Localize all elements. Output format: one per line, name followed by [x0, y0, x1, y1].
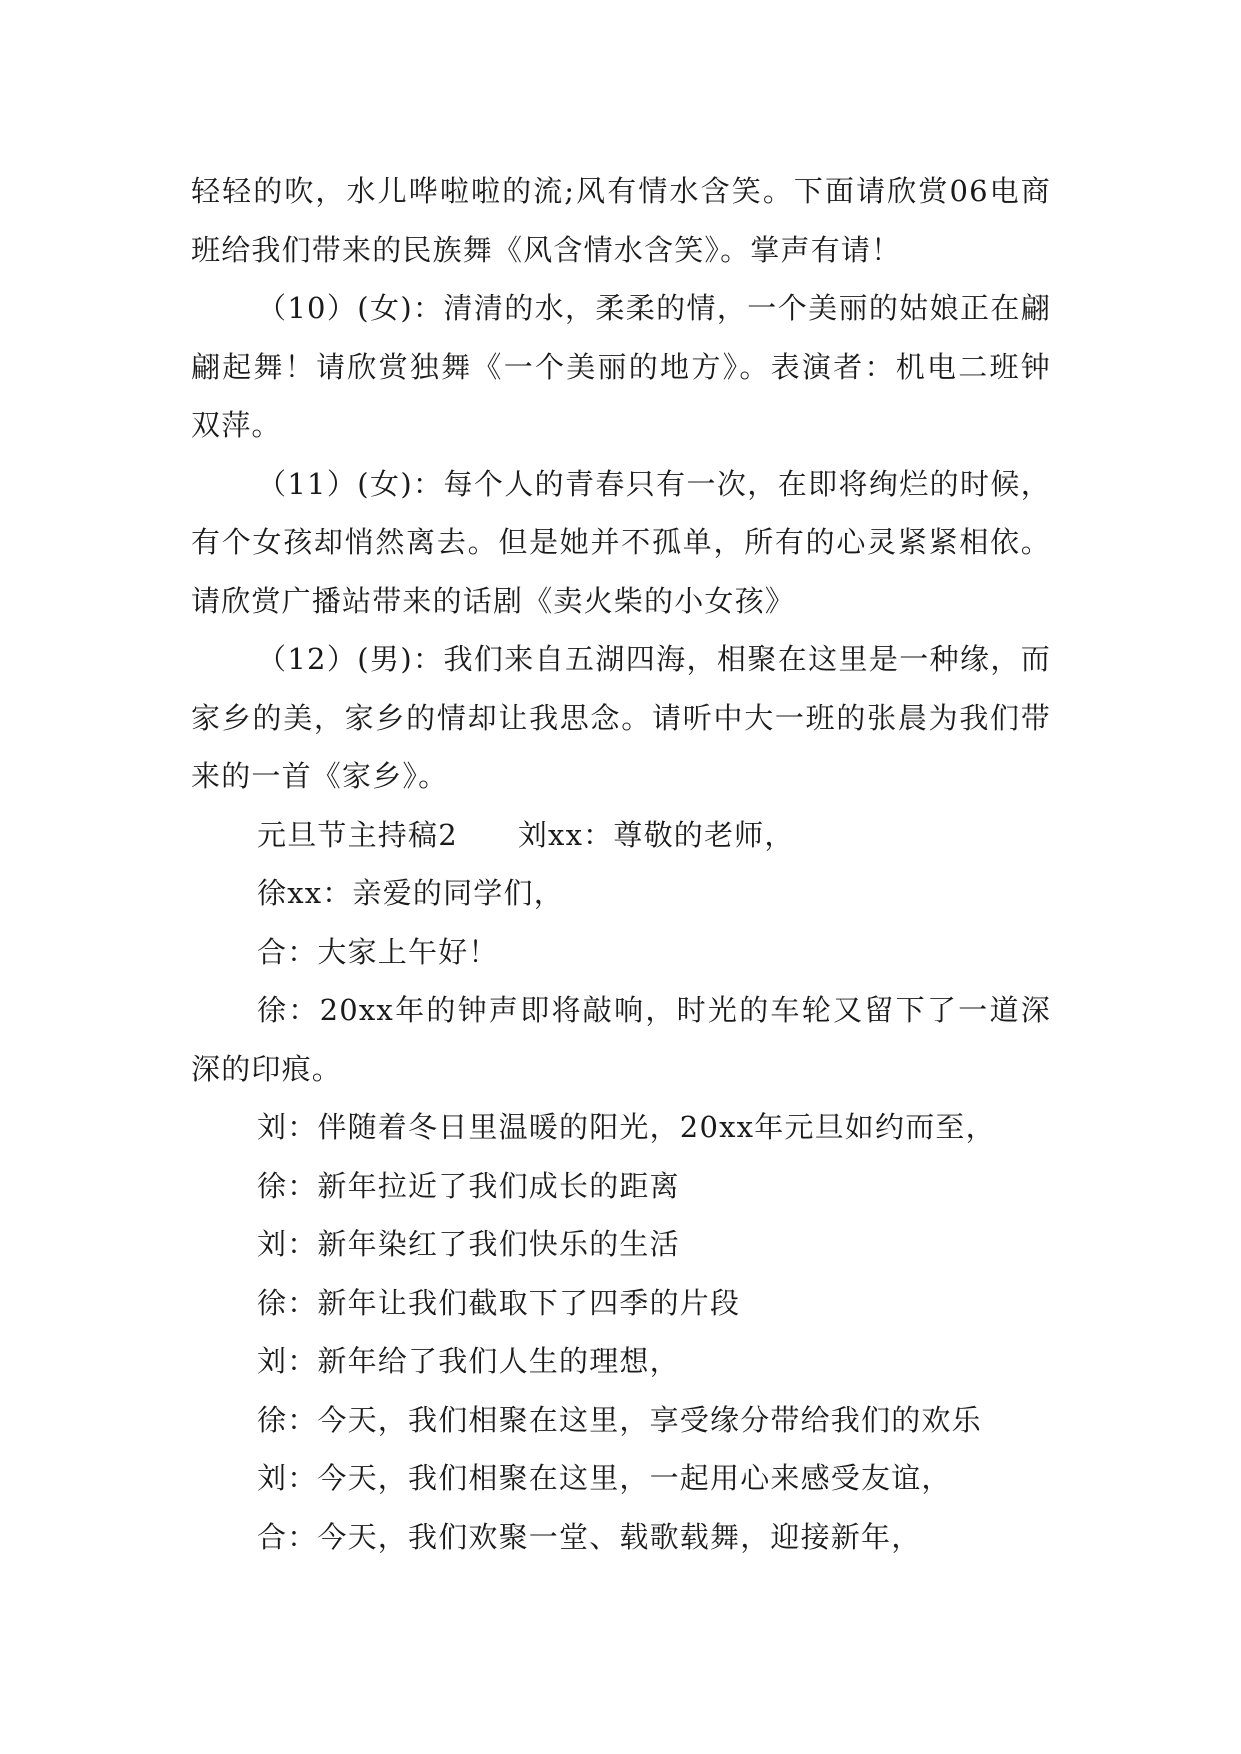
paragraph-12: （12）(男)：我们来自五湖四海，相聚在这里是一种缘，而家乡的美，家乡的情却让我思念。请听中大一班的张晨为我们带来的一首《家乡》。 [191, 642, 1051, 793]
dialogue-line: 徐：20xx年的钟声即将敲响，时光的车轮又留下了一道深深的印痕。 [191, 993, 1051, 1086]
dialogue-line: 刘：新年给了我们人生的理想， [257, 1344, 680, 1378]
dialogue-line: 合：今天，我们欢聚一堂、载歌载舞，迎接新年， [257, 1519, 922, 1554]
dialogue-line: 刘：伴随着冬日里温暖的阳光，20xx年元旦如约而至， [257, 1110, 996, 1144]
dialogue-line: 合：大家上午好！ [257, 934, 499, 969]
section-title: 元旦节主持稿2 [257, 817, 458, 852]
section-heading-line [191, 806, 1051, 865]
dialogue-line: 徐：新年拉近了我们成长的距离 [257, 1168, 680, 1203]
paragraph-10: （10）(女)：清清的水，柔柔的情，一个美丽的姑娘正在翩翩起舞！请欣赏独舞《一个美丽的地方》。表演者：机电二班钟双萍。 [191, 291, 1051, 442]
dialogue-line: 徐：新年让我们截取下了四季的片段 [257, 1285, 741, 1320]
dialogue-line: 徐：今天，我们相聚在这里，享受缘分带给我们的欢乐 [257, 1402, 982, 1437]
paragraph-11: （11）(女)：每个人的青春只有一次，在即将绚烂的时候，有个女孩却悄然离去。但是她并不孤单，所有的心灵紧紧相依。请欣赏广播站带来的话剧《卖火柴的小女孩》 [191, 466, 1051, 618]
paragraph-1: 轻轻的吹，水儿哗啦啦的流;风有情水含笑。下面请欣赏06电商班给我们带来的民族舞《风含情水含笑》。掌声有请！ [191, 174, 1051, 267]
dialogue-line: 刘：新年染红了我们快乐的生活 [257, 1227, 680, 1261]
dialogue-line: 徐xx：亲爱的同学们， [257, 876, 564, 910]
dialogue-line: 刘：今天，我们相聚在这里，一起用心来感受友谊， [257, 1461, 952, 1495]
section-first-line: 刘xx：尊敬的老师， [517, 817, 795, 852]
document-body [191, 162, 1051, 1566]
